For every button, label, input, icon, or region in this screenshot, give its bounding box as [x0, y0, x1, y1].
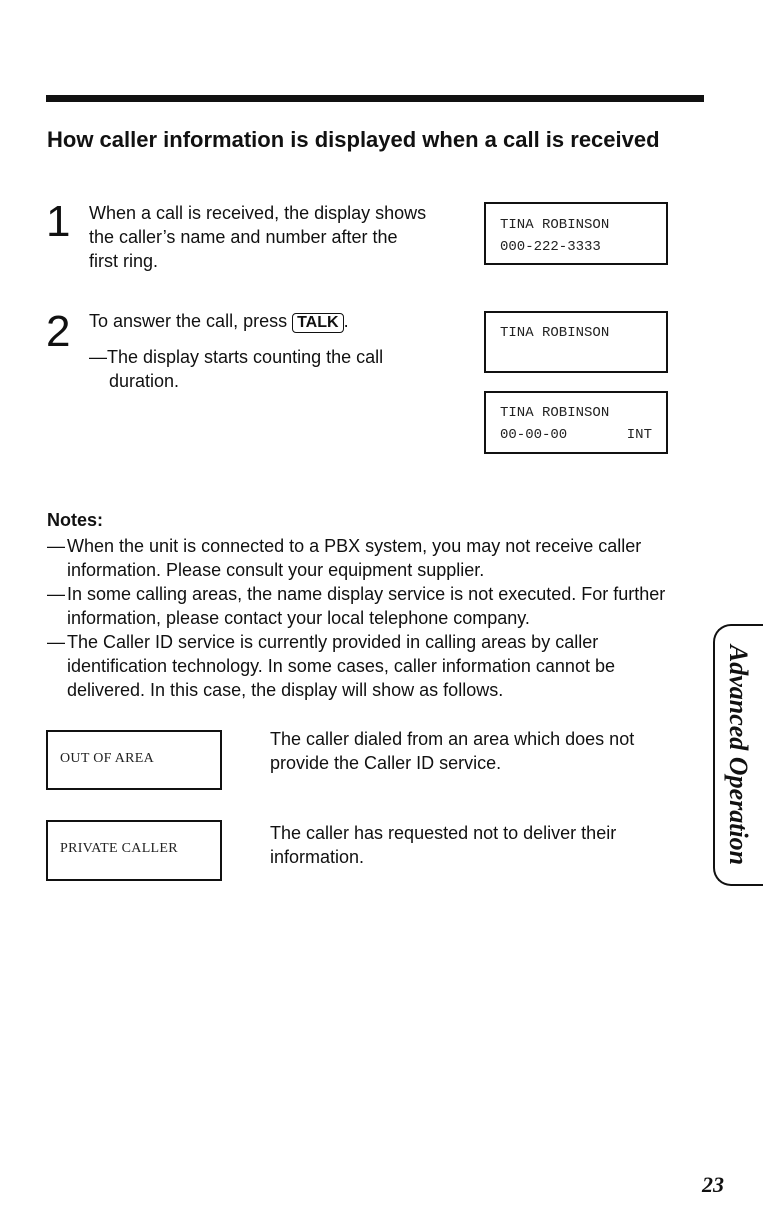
out-of-area-description: The caller dialed from an area which does not provide the Caller ID service. — [270, 729, 635, 773]
note-item — [47, 630, 687, 702]
display-line-1: TINA ROBINSON — [500, 325, 610, 341]
display-line-1: TINA ROBINSON — [500, 217, 610, 233]
display-line-1: TINA ROBINSON — [500, 405, 610, 421]
step-1-text: When a call is received, the display shows the caller’s name and number after the first ring. — [89, 203, 427, 271]
out-of-area-display — [46, 730, 222, 790]
note-dash: — — [47, 584, 65, 604]
step-1-display — [484, 202, 668, 265]
note-dash: — — [47, 536, 65, 556]
note-text: The Caller ID service is currently provided in calling areas by caller identification technology. In some cases, caller information cannot be delivered. In this case, the display will show as follows. — [67, 632, 615, 700]
talk-key-icon: TALK — [292, 313, 343, 333]
top-rule — [46, 95, 704, 102]
step-2-text — [89, 309, 429, 333]
private-caller-description: The caller has requested not to deliver their information. — [270, 823, 617, 867]
step-2-number: 2 — [46, 307, 71, 356]
display-line-2-right: INT — [626, 427, 652, 443]
note-text: When the unit is connected to a PBX system, you may not receive caller information. Please consult your equipment supplier. — [67, 536, 642, 580]
step-2-text-before: To answer the call, press — [89, 311, 293, 331]
display-text: OUT OF AREA — [60, 751, 155, 766]
note-dash: — — [47, 632, 65, 652]
private-caller-display — [46, 820, 222, 881]
page-number: 23 — [702, 1172, 724, 1197]
note-item — [47, 582, 687, 630]
display-line-2-left: 00-00-00 — [500, 427, 568, 443]
note-item — [47, 534, 687, 582]
step-2-display-b — [484, 391, 668, 454]
step-2-display-a — [484, 311, 668, 373]
notes-heading: Notes: — [47, 510, 104, 530]
step-2-subtext-content: —The display starts counting the call duration. — [89, 347, 384, 391]
display-line-2: 000-222-3333 — [500, 239, 601, 255]
note-text: In some calling areas, the name display service is not executed. For further information, please contact your local telephone company. — [67, 584, 666, 628]
step-1-number: 1 — [46, 197, 71, 246]
section-title: How caller information is displayed when a call is received — [47, 127, 660, 152]
step-2-text-after: . — [343, 311, 349, 331]
display-text: PRIVATE CALLER — [60, 841, 178, 856]
side-tab-label: Advanced Operation — [724, 644, 753, 866]
step-2-subtext — [89, 345, 429, 393]
